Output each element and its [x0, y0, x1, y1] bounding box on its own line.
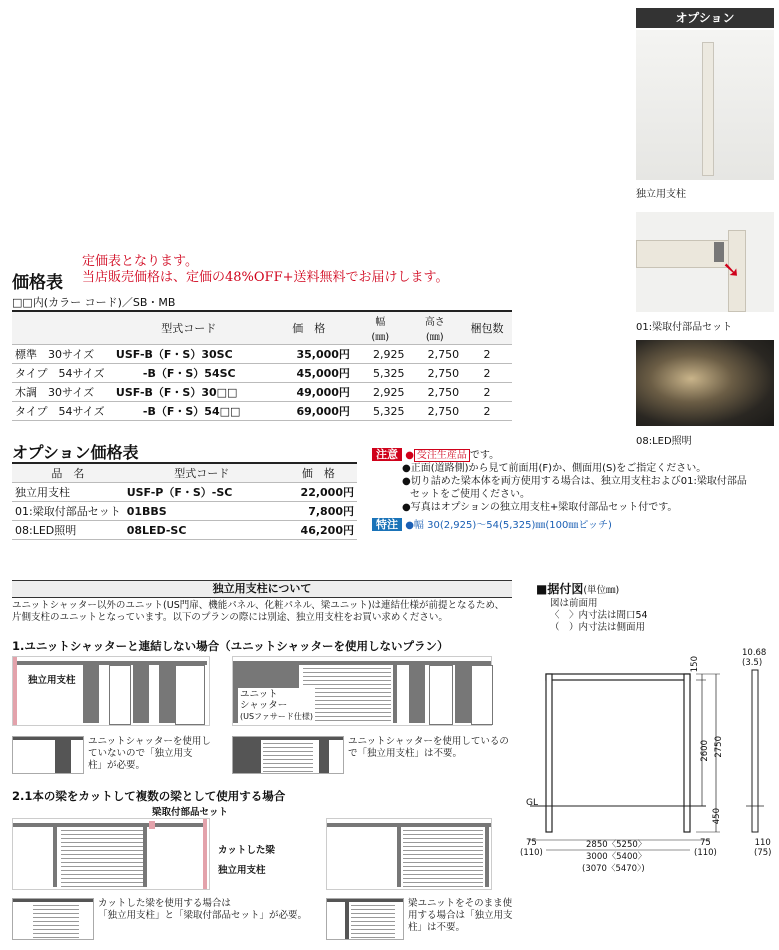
order-made-suffix: です。: [469, 450, 500, 461]
dim-2600: 2600: [700, 740, 710, 762]
option-name: 独立用支柱: [12, 483, 124, 502]
label-pillar: 独立用支柱: [26, 672, 78, 686]
dim-150: 150: [690, 656, 700, 673]
option-code: USF-P（F・S）-SC: [124, 483, 280, 502]
case1-thumb-a: [12, 736, 84, 774]
install-drawing: [520, 640, 778, 862]
case1-title: 1.ユニットシャッターと連結しない場合（ユニットシャッターを使用しないプラン）: [12, 639, 449, 653]
table-row: [12, 364, 512, 383]
dim-2850: 2850〈5250〉: [586, 840, 647, 850]
price-table-subtitle: □□内(カラー コード)／SB・MB: [12, 296, 176, 309]
note-bullet: ●切り詰めた梁本体を両方使用する場合は、独立用支柱および01:梁取付部品: [402, 476, 747, 487]
dim-bottom-left: [520, 838, 543, 858]
type-label: 標準: [15, 348, 37, 361]
type-label: タイプ: [15, 367, 48, 380]
install-note-line: 〈 〉内寸法は間口54: [550, 610, 648, 621]
width: 2,925: [353, 383, 408, 402]
price: 49,000円: [265, 383, 353, 402]
option-table: [12, 462, 357, 540]
label-pillar2: 独立用支柱: [218, 865, 266, 876]
dim-110: (110): [694, 848, 717, 858]
note-line: 梁ユニットをそのまま使: [408, 898, 513, 909]
note-line: ていないので「独立用支: [88, 748, 193, 759]
model-code: USF-B（F・S）30□□: [113, 383, 265, 402]
pillar-section-title: 独立用支柱について: [12, 580, 512, 598]
dim-bottom-right: [694, 838, 717, 858]
dim-110: (110): [520, 848, 543, 858]
option-price: 7,800円: [280, 502, 357, 521]
table-row: [12, 502, 357, 521]
case2-note-b: [408, 898, 513, 934]
size-label: 30サイズ: [48, 386, 95, 399]
dim-75: 75: [526, 838, 537, 848]
notes-block: 注意 ● 受注生産品 です。 ●正面(道路側)から見て前面用(F)か、側面用(S)をご指定ください。 ●切り詰めた梁本体を両方使用する場合は、独立用支柱および01:梁取付部品 セットをご使用ください。 ●写真はオプションの独立用支柱+梁取付部品セット付です。 特注 ●幅 30(2,925)～54(5,325)㎜(100㎜ピッチ): [372, 448, 772, 532]
photo-pillar: [636, 30, 774, 180]
label-us: (USファサード仕様): [240, 712, 314, 721]
table-row: [12, 521, 357, 540]
size-label: 30サイズ: [48, 348, 95, 361]
pack: 2: [462, 364, 512, 383]
install-notes: [550, 598, 648, 634]
price: 45,000円: [265, 364, 353, 383]
height: 2,750: [408, 402, 463, 421]
option-price: 46,200円: [280, 521, 357, 540]
install-note-line: 図は前面用: [550, 598, 598, 609]
dim-top-right: [742, 648, 766, 668]
note-line: 柱」が必要。: [88, 760, 146, 771]
photo-caption: 独立用支柱: [636, 189, 686, 200]
price-table: [12, 310, 512, 421]
dim-75: (75): [754, 848, 772, 858]
table-row: [12, 483, 357, 502]
model-code: -B（F・S）54SC: [113, 364, 265, 383]
table-row: [12, 402, 512, 421]
price: 69,000円: [265, 402, 353, 421]
label-bracket: 梁取付部品セット: [152, 807, 229, 818]
note-bullet: セットをご使用ください。: [410, 489, 530, 500]
note-line: ユニットシャッターを使用し: [88, 736, 211, 747]
case2-title: 2.1本の梁をカットして複数の梁として使用する場合: [12, 789, 286, 803]
special-text: ●幅 30(2,925)～54(5,325)㎜(100㎜ピッチ): [405, 520, 612, 531]
dim-450: 450: [712, 808, 722, 825]
label-cut-beam: カットした梁: [218, 845, 275, 856]
case2-diagram-a: [12, 818, 210, 890]
case2-thumb-b: [326, 898, 404, 940]
dim-3-5: (3.5): [742, 658, 763, 668]
th-price: 価 格: [265, 311, 353, 345]
height: 2,750: [408, 364, 463, 383]
pillar-section-desc: ユニットシャッター以外のユニット(US門扉、機能パネル、化粧パネル、梁ユニット)は連結仕様が前提となるため、片側支柱のユニットとなっています。以下のプランの際には別途、独立用支柱をお買い求めください。: [12, 600, 505, 623]
option-name: 01:梁取付部品セット: [12, 502, 124, 521]
dim-75: 75: [700, 838, 711, 848]
height: 2,750: [408, 383, 463, 402]
width: 5,325: [353, 364, 408, 383]
photo-caption: 01:梁取付部品セット: [636, 322, 733, 333]
type-label: 木調: [15, 386, 37, 399]
dim-10-68: 10.68: [742, 648, 767, 658]
option-code: 01BBS: [124, 502, 280, 521]
attention-badge: 注意: [372, 448, 402, 461]
dim-bottom-far: [754, 838, 771, 858]
size-label: 54サイズ: [58, 405, 105, 418]
price-table-title: 価格表: [12, 273, 63, 293]
option-price: 22,000円: [280, 483, 357, 502]
label-shutter: シャッター: [240, 700, 288, 711]
pack: 2: [462, 345, 512, 364]
case1-note-b: [348, 736, 509, 760]
note-line: ユニットシャッターを使用しているの: [348, 736, 509, 747]
note-line: 用する場合は「独立用支: [408, 910, 513, 921]
price: 35,000円: [265, 345, 353, 364]
note-line: カットした梁を使用する場合は: [98, 898, 231, 909]
option-name: 08:LED照明: [12, 521, 124, 540]
case1-thumb-b: [232, 736, 344, 774]
width: 5,325: [353, 402, 408, 421]
side-profile: [752, 670, 758, 832]
install-title-text: ■据付図: [536, 582, 584, 596]
ground-label: GL: [526, 798, 538, 808]
frame-post-left: [546, 674, 552, 832]
case2-note-a: [98, 898, 307, 922]
model-code: -B（F・S）54□□: [113, 402, 265, 421]
th-code: 型式コード: [113, 311, 265, 345]
th-price: 価 格: [280, 463, 357, 483]
frame-post-right: [684, 674, 690, 832]
dim-3070: (3070〈5470〉): [582, 864, 645, 874]
height: 2,750: [408, 345, 463, 364]
note-line: 柱」は不要。: [408, 922, 466, 933]
dim-3000: 3000〈5400〉: [586, 852, 647, 862]
th-name: 品 名: [12, 463, 124, 483]
option-header: オプション: [636, 8, 774, 28]
pack: 2: [462, 402, 512, 421]
th-code: 型式コード: [124, 463, 280, 483]
dim-2750: 2750: [714, 736, 724, 758]
install-title: [536, 580, 619, 597]
install-unit: (単位㎜): [583, 585, 620, 596]
th-height: 高さ (㎜): [408, 311, 463, 345]
th-width: 幅 (㎜): [353, 311, 408, 345]
order-made-label: 受注生産品: [414, 449, 470, 462]
size-label: 54サイズ: [58, 367, 105, 380]
label-unit-shutter: [238, 688, 315, 723]
width: 2,925: [353, 345, 408, 364]
photo-caption: 08:LED照明: [636, 436, 692, 447]
price-notice-line2: 当店販売価格は、定価の48%OFF+送料無料でお届けします。: [82, 270, 449, 285]
table-row: [12, 345, 512, 364]
frame-beam: [546, 674, 690, 680]
note-bullet: ●正面(道路側)から見て前面用(F)か、側面用(S)をご指定ください。: [402, 463, 707, 474]
case1-diagram-a: [12, 656, 210, 726]
pack: 2: [462, 383, 512, 402]
model-code: USF-B（F・S）30SC: [113, 345, 265, 364]
install-note-line: （ ）内寸法は側面用: [550, 622, 646, 633]
photo-bracket: ➘: [636, 212, 774, 312]
table-row: [12, 383, 512, 402]
price-notice-line1: 定価表となります。: [82, 254, 198, 269]
label-unit: ユニット: [240, 689, 278, 700]
note-bullet: ●写真はオプションの独立用支柱+梁取付部品セット付です。: [402, 502, 678, 513]
dim-110: 110: [754, 838, 771, 848]
option-code: 08LED-SC: [124, 521, 280, 540]
th-pack: 梱包数: [462, 311, 512, 345]
photo-led: [636, 340, 774, 426]
case2-diagram-b: [326, 818, 492, 890]
case2-thumb-a: [12, 898, 94, 940]
note-line: で「独立用支柱」は不要。: [348, 748, 463, 759]
note-line: 「独立用支柱」と「梁取付部品セット」が必要。: [98, 910, 308, 921]
type-label: タイプ: [15, 405, 48, 418]
option-table-title: オプション価格表: [12, 443, 139, 462]
case1-note-a: [88, 736, 211, 772]
special-badge: 特注: [372, 518, 402, 531]
